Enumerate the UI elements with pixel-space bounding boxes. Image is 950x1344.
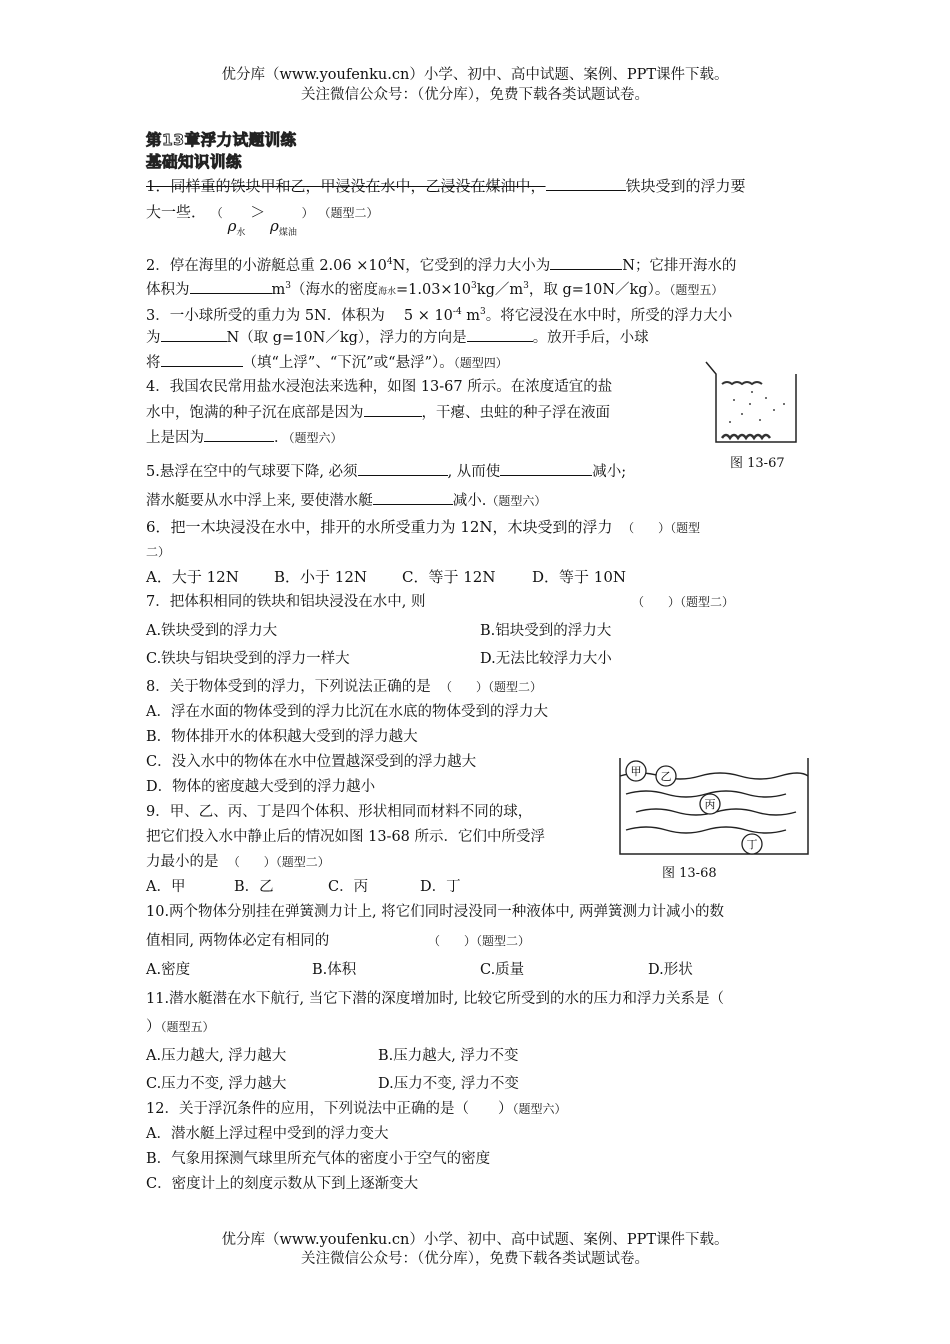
q9-line-1: 9．甲、乙、丙、丁是四个体积、形状相同而材料不同的球， (146, 804, 533, 820)
q8-option-a: A．浮在水面的物体受到的浮力比沉在水底的物体受到的浮力大 (146, 704, 548, 720)
header-line-1: 优分库（www.youfenku.cn）小学、初中、高中试题、案例、PPT课件下载。 (221, 67, 729, 83)
q2-line-2: 体积为 $m^3$（海水的密度海水$=1.03\times 10^3kg/m^3$，取 g=10N／kg）。（题型五） (146, 276, 723, 302)
q8-stem: 8．关于物体受到的浮力，下列说法正确的是 （ ）（题型二） (146, 679, 542, 695)
q1-line-2: 大一些． （ $\rho_水 > \rho_{煤油}$ ） （题型二） (146, 203, 379, 238)
ball-label-ding: 丁 (746, 838, 758, 851)
blank (546, 176, 626, 191)
q3-line-3: 将 （填“上浮”、“下沉”或“悬浮”）。（题型四） (146, 352, 508, 373)
q9-line-2: 把它们投入水中静止后的情况如图 13-68 所示．它们中所受浮 (146, 829, 546, 845)
q8-option-b: B．物体排开水的体积越大受到的浮力越大 (146, 729, 418, 745)
q7-options-row-2: C.铁块与铝块受到的浮力一样大 D.无法比较浮力大小 (146, 651, 612, 667)
seed-beaker-figure (704, 360, 804, 448)
q3-line-2: 为 N（取 g=10N／kg），浮力的方向是 。放开手后，小球 (146, 327, 649, 348)
q8-option-d: D．物体的密度越大受到的浮力越小 (146, 779, 376, 795)
q6-line-1: 6．把一木块浸没在水中，排开的水所受重力为 12N，木块受到的浮力 （ ）（题型 (146, 518, 701, 536)
ball-label-bing: 丙 (704, 798, 716, 811)
chapter-title: 第13章浮力试题训练 (146, 131, 297, 149)
q9-options: A．甲 B．乙 C．丙 D．丁 (146, 879, 461, 895)
q12-option-c: C．密度计上的刻度示数从下到上逐渐变大 (146, 1176, 419, 1192)
q12-stem: 12．关于浮沉条件的应用，下列说法中正确的是（ ）（题型六） (146, 1101, 567, 1117)
ball-label-yi: 乙 (660, 770, 672, 783)
q4-line-1: 4．我国农民常用盐水浸泡法来选种，如图 13-67 所示。在浓度适宜的盐 (146, 379, 613, 395)
q4-line-3: 上是因为 ．（题型六） (146, 427, 343, 448)
q11-options-row-2: C.压力不变, 浮力越大 D.压力不变, 浮力不变 (146, 1076, 519, 1092)
q5-line-2: 潜水艇要从水中浮上来, 要使潜水艇 减小.（题型六） (146, 490, 546, 511)
q11-line-2: ）（题型五） (146, 1019, 215, 1035)
q1-line-1: 1．同样重的铁块甲和乙，甲浸没在水中，乙浸没在煤油中， 铁块受到的浮力要 (146, 177, 746, 195)
q11-line-1: 11.潜水艇潜在水下航行, 当它下潜的深度增加时, 比较它所受到的水的压力和浮力关系是（ (146, 991, 724, 1007)
q11-options-row-1: A.压力越大, 浮力越大 B.压力越大, 浮力不变 (146, 1048, 519, 1064)
q10-options: A.密度 B.体积 C.质量 D.形状 (146, 962, 693, 978)
q8-option-c: C．没入水中的物体在水中位置越深受到的浮力越大 (146, 754, 477, 770)
q10-line-1: 10.两个物体分别挂在弹簧测力计上, 将它们同时浸没同一种液体中, 两弹簧测力计减小的数 (146, 904, 724, 920)
figure-13-68-caption: 图 13-68 (662, 866, 717, 881)
q12-option-a: A．潜水艇上浮过程中受到的浮力变大 (146, 1126, 389, 1142)
q6-options: A．大于 12N B．小于 12N C．等于 12N D．等于 10N (146, 568, 627, 586)
q9-line-3: 力最小的是 （ ）（题型二） (146, 854, 330, 870)
q7-stem: 7．把体积相同的铁块和铝块浸没在水中, 则 （ ）（题型二） (146, 594, 735, 610)
footer-line-1: 优分库（www.youfenku.cn）小学、初中、高中试题、案例、PPT课件下载。 (221, 1232, 729, 1248)
q6-line-2: 二） (146, 545, 171, 559)
header-line-2: 关注微信公众号：（优分库），免费下载各类试题试卷。 (301, 87, 649, 103)
q7-options-row-1: A.铁块受到的浮力大 B.铝块受到的浮力大 (146, 623, 612, 639)
figure-13-67-caption: 图 13-67 (730, 456, 785, 471)
q3-line-1: 3．一小球所受的重力为 5N．体积为 $5 \times 10^{-4}$ $m^3$。将它浸没在水中时，所受的浮力大小 (146, 307, 733, 324)
q4-line-2: 水中，饱满的种子沉在底部是因为 ，干瘪、虫蛀的种子浮在液面 (146, 402, 610, 423)
balls-in-water-figure (616, 756, 812, 858)
q10-line-2: 值相同, 两物体必定有相同的 （ ）（题型二） (146, 933, 531, 949)
q5-line-1: 5.悬浮在空中的气球要下降, 必须 , 从而使 减小; (146, 461, 626, 482)
q2-line-1: 2．停在海里的小游艇总重 $2.06 \times 10^4N$，它受到的浮力大小为 N；它排开海水的 (146, 252, 736, 276)
ball-label-jia: 甲 (630, 765, 642, 778)
section-title: 基础知识训练 (146, 153, 243, 171)
footer-line-2: 关注微信公众号：（优分库），免费下载各类试题试卷。 (301, 1251, 649, 1267)
q12-option-b: B．气象用探测气球里所充气体的密度小于空气的密度 (146, 1151, 491, 1167)
